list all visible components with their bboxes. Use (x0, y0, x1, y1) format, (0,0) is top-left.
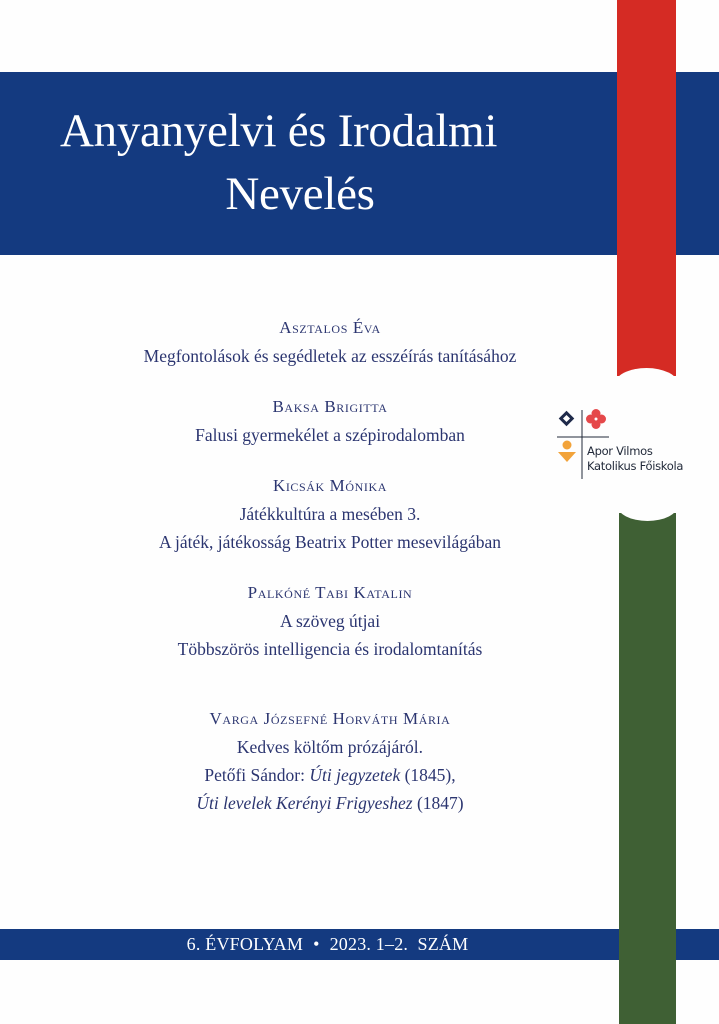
article-subtitle-prefix: Petőfi Sándor: (204, 765, 310, 785)
navy-diamond-icon (559, 411, 575, 427)
article-subtitle-italic: Úti jegyzetek (309, 765, 401, 785)
red-stripe-overlay (617, 0, 676, 376)
issue-volume: 6. ÉVFOLYAM (186, 934, 304, 954)
publisher-name-line1: Apor Vilmos (587, 444, 653, 458)
article-entry[interactable] (0, 472, 660, 556)
issue-separator: • (313, 934, 320, 954)
publisher-name (587, 444, 683, 474)
article-subtitle-suffix: (1847) (412, 793, 464, 813)
article-entry[interactable] (0, 314, 660, 370)
article-subtitle-italic: Úti levelek Kerényi Frigyeshez (196, 793, 413, 813)
article-title: Falusi gyermekélet a szépirodalomban (195, 425, 465, 445)
issue-year-number: 2023. 1–2. SZÁM (329, 934, 469, 954)
article-author: Asztalos Éva (279, 318, 381, 337)
journal-title (60, 100, 600, 226)
article-title: A szöveg útjai (279, 611, 381, 631)
article-author: Kicsák Mónika (272, 476, 388, 495)
publisher-logo (555, 408, 684, 483)
journal-title-line1: Anyanyelvi és Irodalmi (60, 105, 498, 157)
article-subtitle (0, 761, 660, 789)
journal-title-line2: Nevelés (225, 168, 375, 220)
article-author: Varga Józsefné Horváth Mária (209, 709, 451, 728)
article-subtitle: Többszörös intelligencia és irodalomtanítás (177, 639, 483, 659)
article-author: Palkóné Tabi Katalin (247, 583, 413, 602)
issue-info (0, 929, 655, 960)
table-of-contents (0, 314, 660, 840)
article-title: Kedves költőm prózájáról. (236, 737, 424, 757)
article-subtitle-suffix: (1845), (400, 765, 456, 785)
article-subtitle-continued (0, 789, 660, 817)
article-entry[interactable] (0, 705, 660, 817)
article-title: Megfontolások és segédletek az esszéírás tanításához (143, 346, 517, 366)
article-entry[interactable] (0, 579, 660, 663)
article-subtitle: A játék, játékosság Beatrix Potter mesevilágában (158, 532, 502, 552)
green-stripe (619, 513, 676, 1024)
publisher-name-line2: Katolikus Főiskola (587, 459, 684, 473)
orange-person-icon (558, 441, 576, 463)
article-author: Baksa Brigitta (272, 397, 388, 416)
red-flower-icon (586, 409, 606, 429)
article-title: Játékkultúra a mesében 3. (239, 504, 421, 524)
